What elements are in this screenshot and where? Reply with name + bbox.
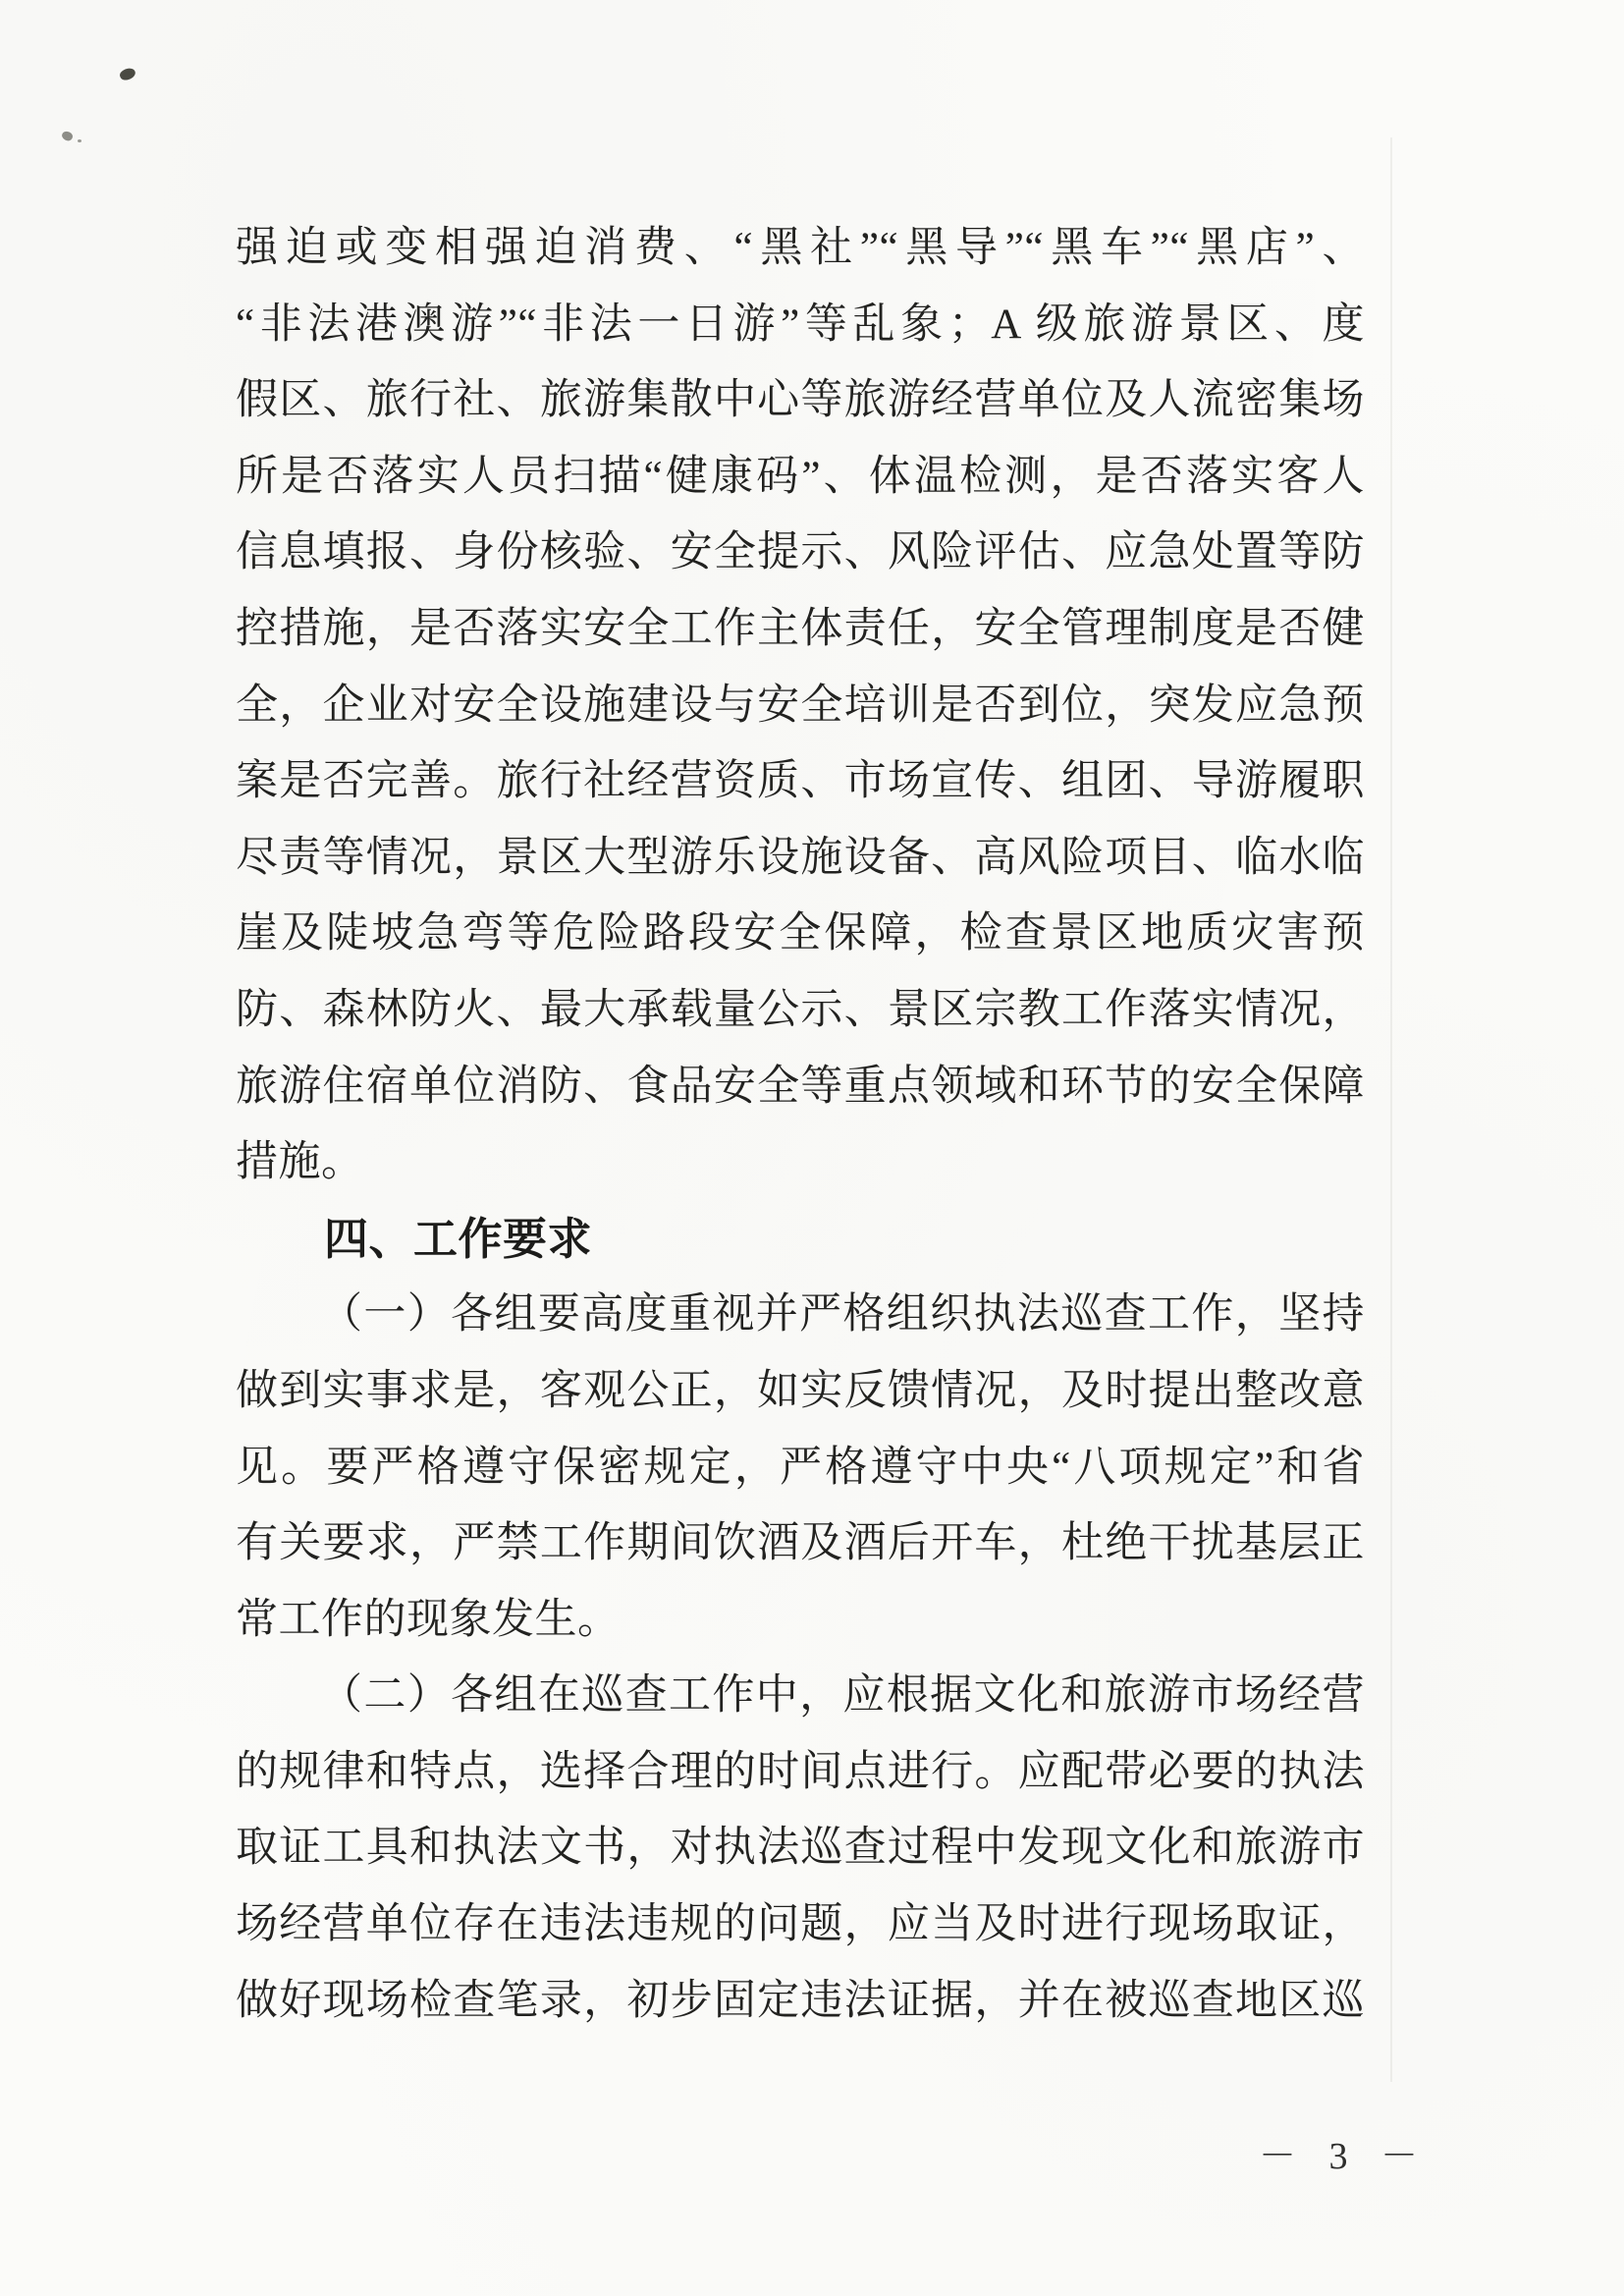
text-line: 见。要严格遵守保密规定，严格遵守中央“八项规定”和省 [236, 1444, 1365, 1491]
text-line: 场经营单位存在违法违规的问题，应当及时进行现场取证， [236, 1901, 1365, 1948]
dust-speck [78, 139, 81, 142]
text-line: （二）各组在巡查工作中，应根据文化和旅游市场经营 [320, 1672, 1365, 1720]
text-line: 崖及陡坡急弯等危险路段安全保障，检查景区地质灾害预 [236, 910, 1365, 957]
page-number: － 3 － [1259, 2136, 1431, 2177]
text-line: 全，企业对安全设施建设与安全培训是否到位，突发应急预 [236, 682, 1365, 729]
text-line: 强迫或变相强迫消费、“黑社”“黑导”“黑车”“黑店”、 [236, 225, 1365, 271]
text-line: 措施。 [236, 1139, 364, 1186]
text-line: 信息填报、身份核验、安全提示、风险评估、应急处置等防 [236, 529, 1365, 576]
text-line: 案是否完善。旅行社经营资质、市场宣传、组团、导游履职 [236, 758, 1365, 805]
text-line: 假区、旅行社、旅游集散中心等旅游经营单位及人流密集场 [236, 377, 1365, 424]
text-block [236, 210, 1365, 2039]
dust-speck [61, 130, 75, 142]
section-heading: 四、工作要求 [324, 1213, 593, 1264]
text-line: 控措施，是否落实安全工作主体责任，安全管理制度是否健 [236, 605, 1365, 652]
text-line: “非法港澳游”“非法一日游”等乱象；A 级旅游景区、度 [236, 301, 1365, 348]
text-line: 防、森林防火、最大承载量公示、景区宗教工作落实情况， [236, 986, 1365, 1033]
text-line: （一）各组要高度重视并严格组织执法巡查工作，坚持 [320, 1291, 1365, 1339]
text-line: 取证工具和执法文书，对执法巡查过程中发现文化和旅游市 [236, 1825, 1365, 1872]
text-line: 做好现场检查笔录，初步固定违法证据，并在被巡查地区巡 [236, 1977, 1365, 2024]
text-line: 有关要求，严禁工作期间饮酒及酒后开车，杜绝干扰基层正 [236, 1520, 1365, 1567]
dust-speck [119, 66, 137, 82]
scan-fold-line [1390, 137, 1392, 2082]
text-line: 做到实事求是，客观公正，如实反馈情况，及时提出整改意 [236, 1367, 1365, 1414]
text-line: 所是否落实人员扫描“健康码”、体温检测，是否落实客人 [236, 453, 1365, 500]
text-line: 的规律和特点，选择合理的时间点进行。应配带必要的执法 [236, 1748, 1365, 1795]
text-line: 常工作的现象发生。 [236, 1596, 621, 1643]
text-line: 旅游住宿单位消防、食品安全等重点领域和环节的安全保障 [236, 1063, 1365, 1110]
text-line: 尽责等情况，景区大型游乐设施设备、高风险项目、临水临 [236, 834, 1365, 881]
